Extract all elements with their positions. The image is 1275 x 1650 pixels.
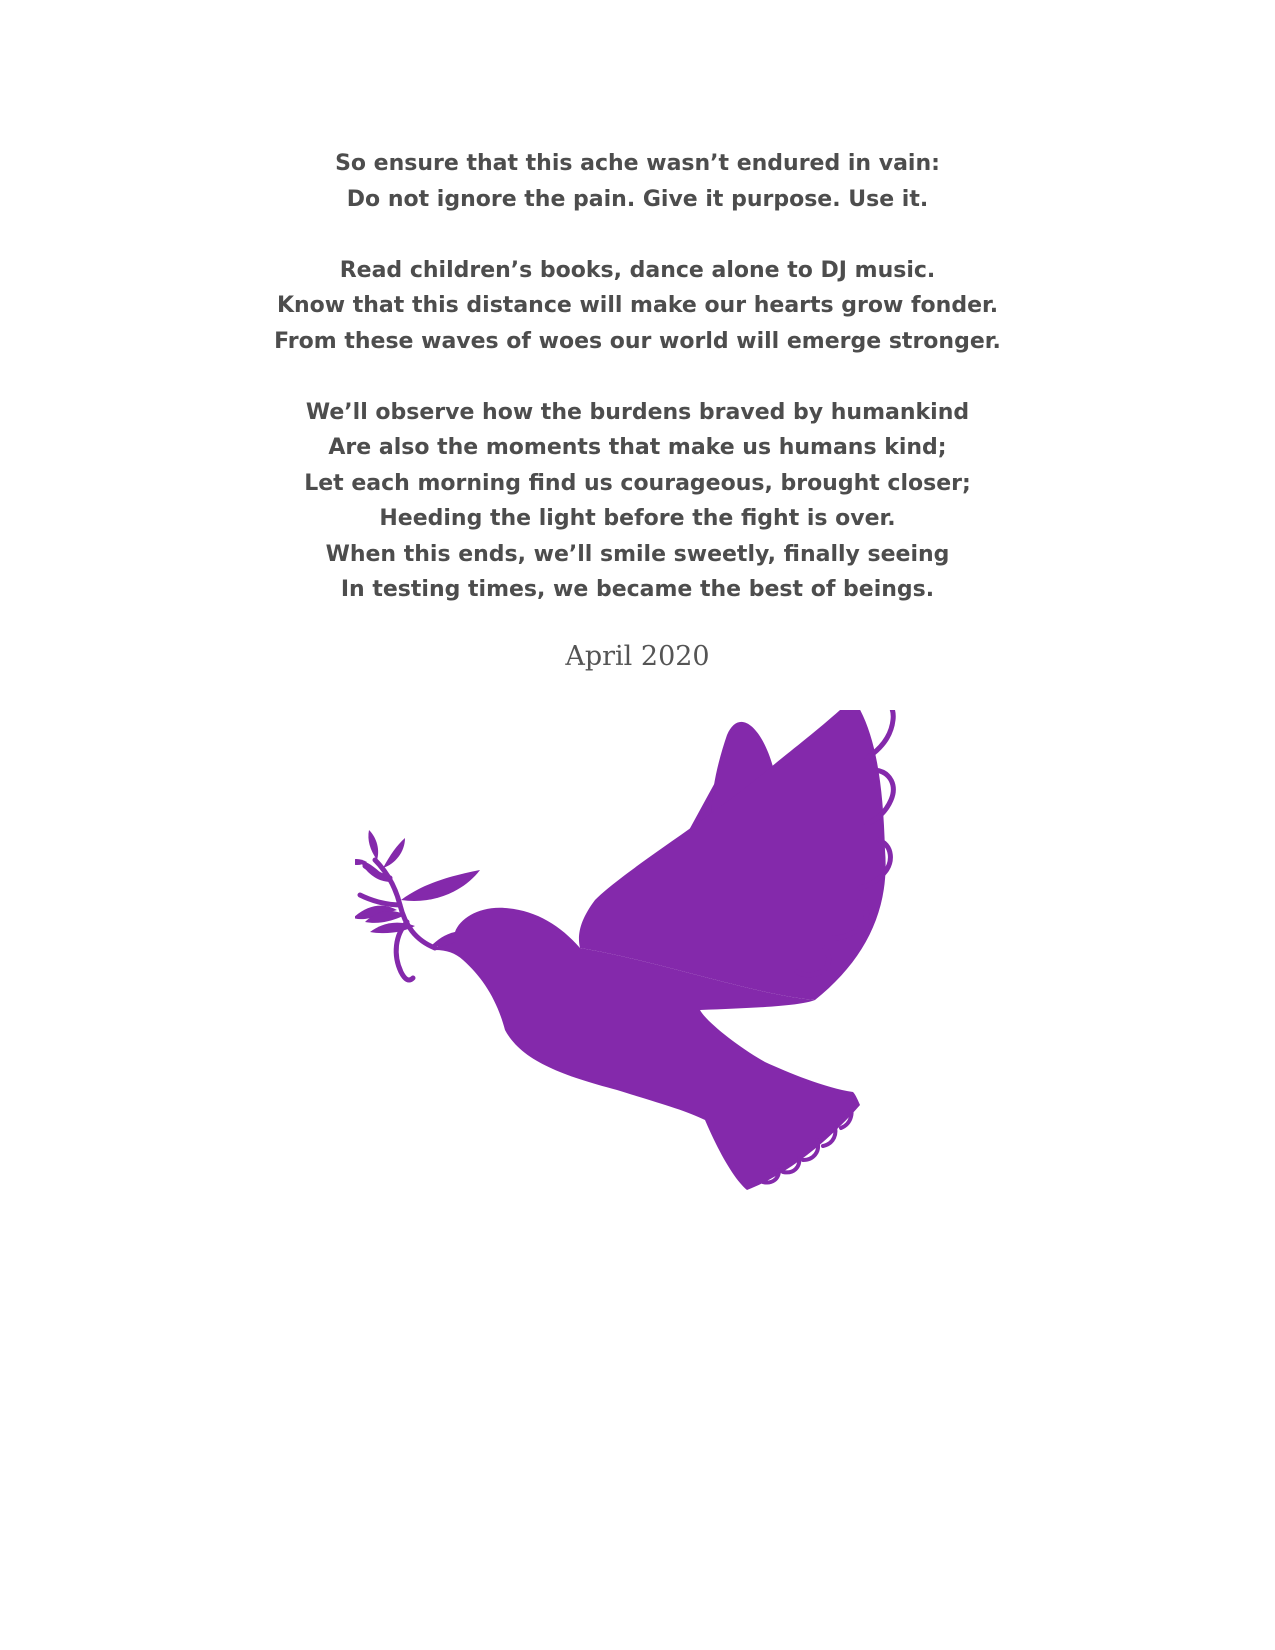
- poem-line: Do not ignore the pain. Give it purpose. Use it.: [346, 186, 929, 212]
- poem-line: From these waves of woes our world will emerge stronger.: [274, 328, 1001, 354]
- stanza-2: [0, 253, 1275, 360]
- poem-line: In testing times, we became the best of beings.: [340, 577, 935, 602]
- poem-line: Know that this distance will make our hearts grow fonder.: [276, 293, 999, 318]
- poem-line: We’ll observe how the burdens braved by humankind: [305, 399, 970, 425]
- poem-line: So ensure that this ache wasn’t endured in vain:: [335, 151, 940, 176]
- poem-line: When this ends, we’ll smile sweetly, finally seeing: [325, 541, 950, 567]
- poem-line: Let each morning find us courageous, brought closer;: [304, 470, 971, 496]
- stanza-3: [0, 395, 1275, 608]
- poem-line: Heeding the light before the fight is over.: [379, 506, 896, 531]
- stanza-1: [0, 146, 1275, 217]
- poem-text: [0, 146, 1275, 608]
- poem-date: April 2020: [565, 641, 710, 672]
- poem-line: Are also the moments that make us humans kind;: [328, 435, 947, 460]
- poem-line: Read children’s books, dance alone to DJ music.: [339, 257, 936, 283]
- dove-with-olive-branch-icon: [355, 710, 945, 1230]
